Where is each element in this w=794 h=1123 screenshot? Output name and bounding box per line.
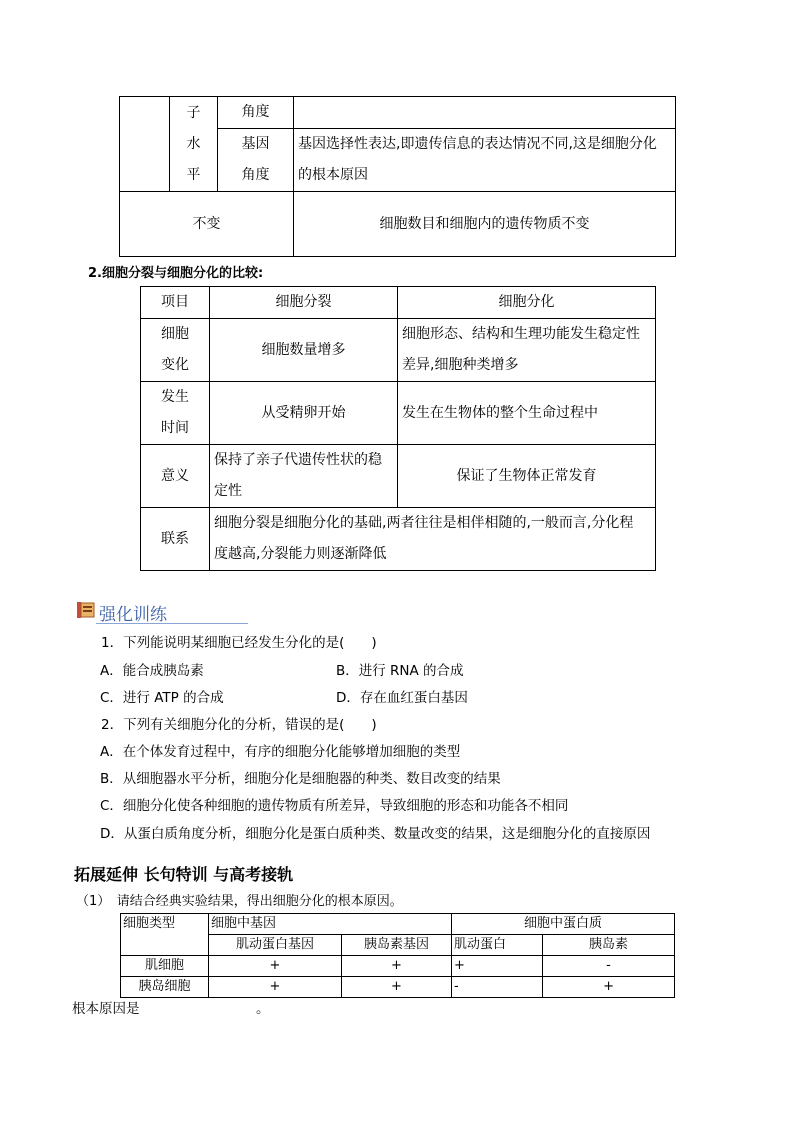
angle-content — [294, 97, 676, 129]
row-label: 发生 时间 — [141, 382, 210, 445]
extension-heading: 拓展延伸 长句特训 与高考接轨 — [74, 865, 294, 884]
level-side-cell — [170, 97, 218, 192]
q1-option-d: D．存在血红蛋白基因 — [336, 690, 468, 706]
answer-blank[interactable] — [141, 1000, 256, 1018]
q1-option-c: C．进行 ATP 的合成 — [100, 690, 224, 706]
side-char: 水 — [186, 135, 201, 152]
q1-option-b: B．进行 RNA 的合成 — [336, 663, 464, 679]
q1-option-a: A．能合成胰岛素 — [100, 663, 204, 679]
sub-header: 肌动蛋白基因 — [209, 935, 342, 956]
answer-suffix: 。 — [256, 1001, 270, 1017]
value-cell: + — [452, 956, 543, 977]
q2-stem: 2．下列有关细胞分化的分析，错误的是( ) — [101, 717, 377, 733]
division-cell: 细胞数量增多 — [210, 319, 398, 382]
training-section-title — [76, 599, 167, 625]
extension-question: （1） 请结合经典实验结果，得出细胞分化的根本原因。 — [76, 894, 403, 909]
relation-label: 联系 — [141, 508, 210, 571]
row-label: 细胞 变化 — [141, 319, 210, 382]
gene-angle-label: 基因 角度 — [218, 129, 294, 192]
sub-header: 肌动蛋白 — [452, 935, 543, 956]
differentiation-level-table — [119, 96, 676, 257]
unchanged-label: 不变 — [120, 192, 294, 257]
value-cell: - — [452, 977, 543, 998]
q2-option-a: A．在个体发育过程中，有序的细胞分化能够增加细胞的类型 — [100, 744, 461, 760]
group-gene-header: 细胞中基因 — [209, 914, 452, 935]
angle-label: 角度 — [218, 97, 294, 129]
corner-header: 细胞类型 — [121, 914, 209, 956]
header-differentiation: 细胞分化 — [398, 287, 656, 319]
group-protein-header: 细胞中蛋白质 — [452, 914, 675, 935]
gene-angle-content: 基因选择性表达,即遗传信息的表达情况不同,这是细胞分化 的根本原因 — [294, 129, 676, 192]
header-division: 细胞分裂 — [210, 287, 398, 319]
value-cell: + — [342, 977, 452, 998]
value-cell: - — [543, 956, 675, 977]
level-blank-cell — [120, 97, 170, 192]
value-cell: + — [342, 956, 452, 977]
sub-header: 胰岛素 — [543, 935, 675, 956]
q2-option-b: B．从细胞器水平分析，细胞分化是细胞器的种类、数目改变的结果 — [100, 771, 501, 787]
answer-prefix: 根本原因是 — [72, 1001, 140, 1017]
value-cell: + — [543, 977, 675, 998]
cell-type: 肌细胞 — [121, 956, 209, 977]
division-cell: 保持了亲子代遗传性状的稳 定性 — [210, 445, 398, 508]
division-cell: 从受精卵开始 — [210, 382, 398, 445]
differentiation-cell: 细胞形态、结构和生理功能发生稳定性 差异,细胞种类增多 — [398, 319, 656, 382]
title-underline — [96, 623, 248, 624]
unchanged-content: 细胞数目和细胞内的遗传物质不变 — [294, 192, 676, 257]
side-char: 平 — [186, 166, 201, 183]
q2-option-c: C．细胞分化使各种细胞的遗传物质有所差异，导致细胞的形态和功能各不相同 — [100, 798, 569, 814]
differentiation-cell: 保证了生物体正常发育 — [398, 445, 656, 508]
value-cell: + — [209, 956, 342, 977]
header-item: 项目 — [141, 287, 210, 319]
cell-type: 胰岛细胞 — [121, 977, 209, 998]
q1-stem: 1．下列能说明某细胞已经发生分化的是( ) — [101, 635, 377, 651]
value-cell: + — [209, 977, 342, 998]
division-vs-differentiation-table — [140, 286, 656, 571]
comparison-heading: 2.细胞分裂与细胞分化的比较: — [88, 266, 264, 281]
side-char: 子 — [186, 104, 201, 121]
q2-option-d: D．从蛋白质角度分析，细胞分化是蛋白质种类、数量改变的结果，这是细胞分化的直接原因 — [100, 826, 651, 842]
book-icon — [76, 600, 96, 624]
row-label: 意义 — [141, 445, 210, 508]
sub-header: 胰岛素基因 — [342, 935, 452, 956]
differentiation-cell: 发生在生物体的整个生命过程中 — [398, 382, 656, 445]
training-title: 强化训练 — [99, 604, 167, 625]
relation-content: 细胞分裂是细胞分化的基础,两者往往是相伴相随的,一般而言,分化程 度越高,分裂能力则逐渐降低 — [210, 508, 656, 571]
gene-protein-table — [120, 913, 675, 998]
